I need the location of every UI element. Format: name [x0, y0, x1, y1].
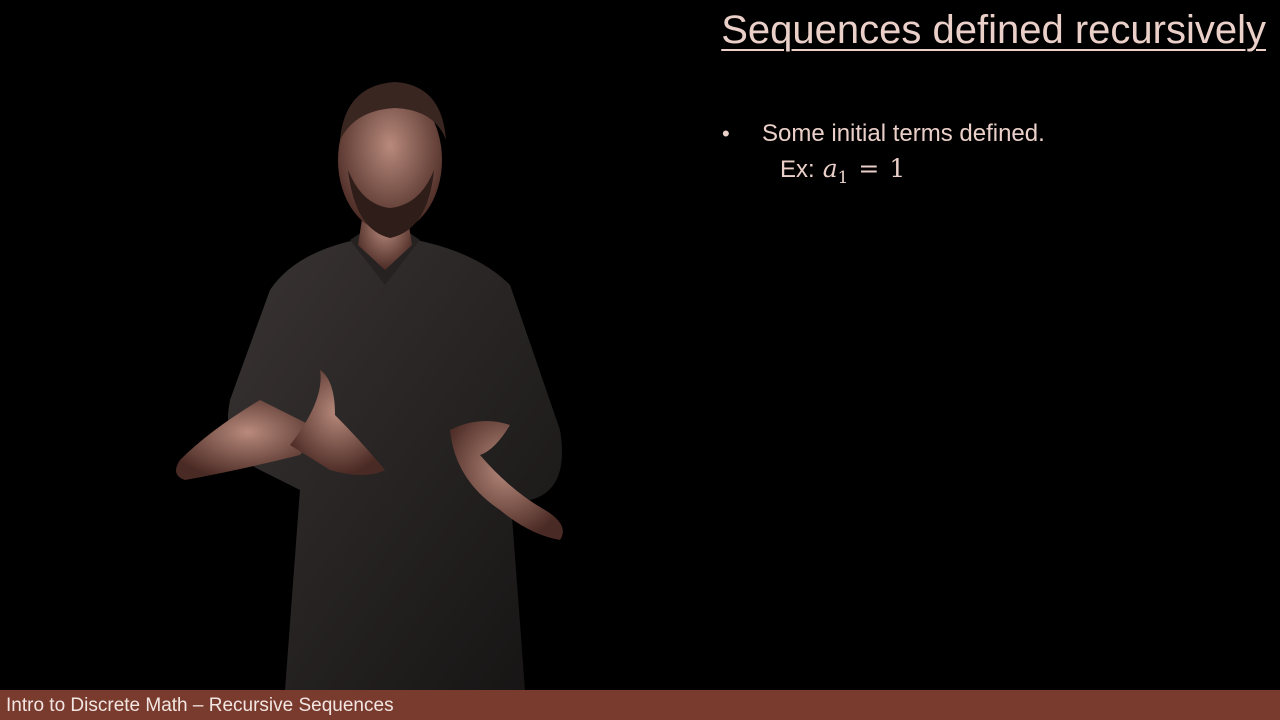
bullet-text: Some initial terms defined.: [762, 120, 1045, 147]
bullet-item: [722, 120, 1262, 148]
example-line: [780, 154, 1262, 188]
example-equation: [823, 154, 906, 188]
bullet-marker-icon: •: [722, 121, 730, 146]
equation-variable: a: [822, 154, 838, 183]
footer-bar: [0, 690, 1280, 720]
bullet-list: [722, 120, 1262, 188]
footer-course-title: Intro to Discrete Math – Recursive Sequences: [6, 695, 394, 716]
equation-subscript: 1: [837, 168, 849, 188]
slide-title: Sequences defined recursively: [721, 8, 1266, 52]
example-prefix: Ex:: [780, 156, 815, 183]
presenter-image: [150, 70, 610, 690]
equation-operator: =: [858, 154, 880, 183]
equation-value: 1: [889, 154, 906, 183]
